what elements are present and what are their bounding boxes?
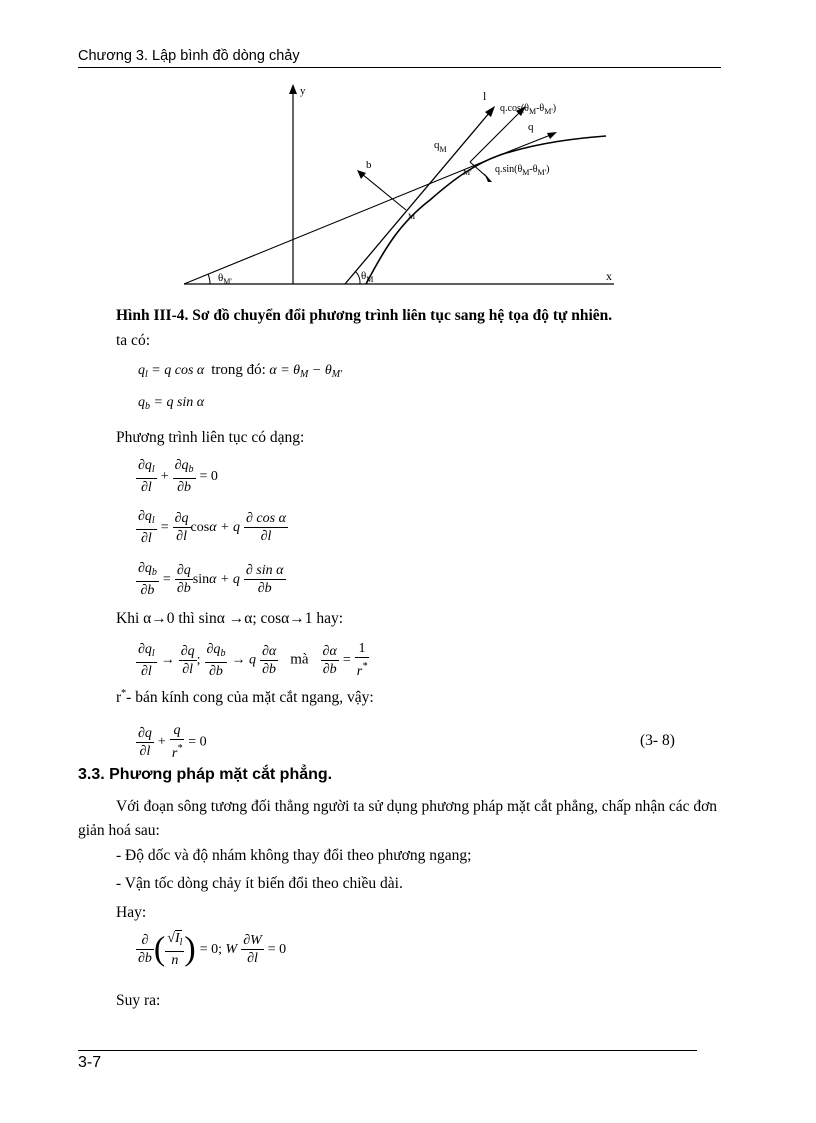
text-suy-ra: Suy ra: <box>116 992 161 1009</box>
running-header: Chương 3. Lập bình đồ dòng chảy <box>78 48 300 64</box>
figure-diagram <box>170 78 630 292</box>
text-r-description: r*- bán kính cong của mặt cắt ngang, vậy: <box>116 688 374 706</box>
equation-number: (3- 8) <box>640 732 675 749</box>
label-qcos: $q.\cos(\theta_M-\theta_{M'})$ <box>500 103 557 116</box>
figure-caption: Hình III-4. Sơ đồ chuyển đổi phương trình liên tục sang hệ tọa độ tự nhiên. <box>116 307 613 324</box>
equation-dql-dl: $\frac{\partial q_l}{\partial l}$ = $\frac{\partial q}{\partial l}$ cosα + q $\frac{\text{∂ cos α}}{\partial l}$ <box>138 509 286 546</box>
label-x: x <box>606 269 612 283</box>
b-axis-arrow <box>357 170 366 179</box>
label-m: M <box>408 212 416 221</box>
bullet-2: - Vận tốc dòng chảy ít biến đổi theo chiều dài. <box>116 875 403 892</box>
equation-ql: $q_l = q$ cos α trong đó: $\alpha = \theta_M - \theta_{M'}$ <box>138 362 343 380</box>
section-heading: 3.3. Phương pháp mặt cắt phẳng. <box>78 766 333 783</box>
equation-qb: $q_b = q$ sin α <box>138 395 205 412</box>
text-hay: Hay: <box>116 904 147 921</box>
equation-dqb-db: $\frac{\partial q_b}{\partial b}$ = $\frac{\partial q}{\partial b}$ sinα + q $\frac{\text{∂ sin α}}{\partial b}$ <box>138 561 284 598</box>
bullet-1: - Độ dốc và độ nhám không thay đổi theo phương ngang; <box>116 847 472 864</box>
b-axis-line <box>362 174 406 210</box>
label-theta-m: $\theta_M$ <box>361 270 374 284</box>
page-number: 3-7 <box>78 1054 102 1071</box>
header-rule <box>78 67 721 68</box>
label-qm: $q_M$ <box>434 139 447 154</box>
streamline-curve <box>366 136 606 284</box>
equation-3-8: $\frac{\partial q}{\partial l}$ + $\frac{q}{r^*}$ = 0 <box>138 723 207 761</box>
label-b: b <box>366 159 372 171</box>
theta-m-arc <box>355 271 360 284</box>
q-direction-arrow <box>547 132 557 139</box>
theta-mprime-arc <box>208 274 210 284</box>
text-khi: Khi α→0 thì sinα →α; cosα→1 hay: <box>116 610 344 627</box>
label-y: y <box>300 85 306 97</box>
equation-continuity: $\frac{\partial q_l}{\partial l}$ + $\frac{\partial q_b}{\partial b}$ = 0 <box>138 458 218 495</box>
qcos-vector <box>470 110 522 162</box>
equation-sqrt: $\frac{\partial}{\partial b}$ ( $\frac{√I_l}{n}$ ) = 0; W $\frac{\partial W}{\partial l}$ = 0 <box>138 930 287 968</box>
y-axis-arrow <box>289 84 297 94</box>
text-ta-co: ta có: <box>116 332 150 349</box>
equation-limits: $\frac{\partial q_l}{\partial l}$ → $\frac{\partial q}{\partial l}$ ; $\frac{\partial q_b}{\partial b}$ → q $\frac{\partial\alpha}{\partial b}$ mà $\frac{\partial\alpha}{\partial b}$ = $\frac{1}{r^*}$ <box>138 641 368 679</box>
qsin-arrow <box>484 173 492 182</box>
l-axis-line <box>345 112 490 284</box>
footer-rule <box>78 1050 697 1051</box>
label-l: l <box>483 89 487 103</box>
section-paragraph: Với đoạn sông tương đối thẳng người ta sử dụng phương pháp mặt cắt phẳng, chấp nhận các đơn giản hoá sau: <box>78 798 718 839</box>
tangent-line-mprime <box>184 155 500 284</box>
label-mprime: M' <box>463 168 472 177</box>
label-q: q <box>528 121 534 133</box>
label-qsin: $q.\sin(\theta_M-\theta_{M'})$ <box>495 164 550 177</box>
text-continuity-intro: Phương trình liên tục có dạng: <box>116 429 305 446</box>
label-theta-mprime: $\theta_{M'}$ <box>218 272 232 286</box>
